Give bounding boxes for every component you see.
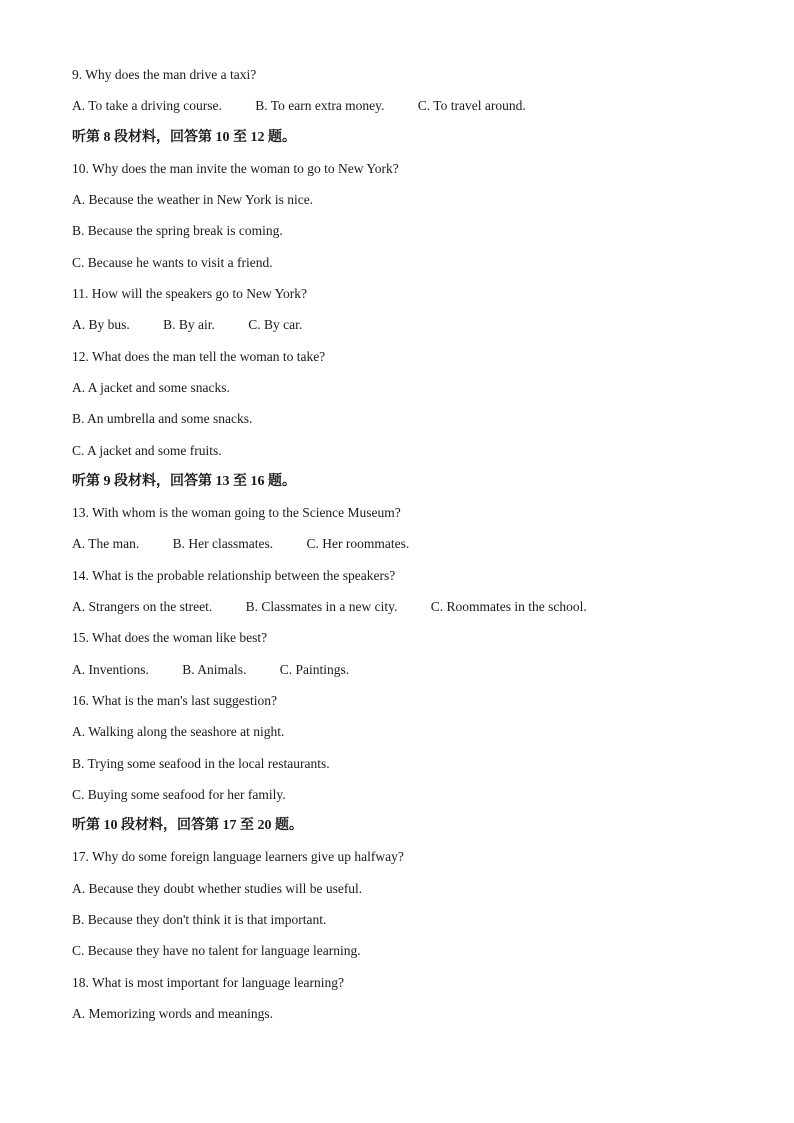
option-line: A. A jacket and some snacks. — [72, 379, 230, 395]
option-line: B. Trying some seafood in the local restaurants. — [72, 755, 330, 771]
option-line: B. Because they don't think it is that important. — [72, 912, 327, 928]
question-10: 10. Why does the man invite the woman to go to New York? — [72, 160, 399, 176]
option-c: C. By car. — [248, 317, 303, 333]
option-c: C. To travel around. — [417, 98, 526, 114]
option-b: B. Her classmates. — [172, 536, 274, 552]
option-b: B. Classmates in a new city. — [245, 599, 398, 615]
question-14: 14. What is the probable relationship between the speakers? — [72, 567, 396, 583]
option-b: B. To earn extra money. — [255, 98, 385, 114]
option-c: C. Her roommates. — [306, 536, 410, 552]
option-line: B. Because the spring break is coming. — [72, 223, 283, 239]
option-a: A. Inventions. — [72, 661, 149, 677]
options-15 — [72, 659, 752, 690]
question-9: 9. Why does the man drive a taxi? — [72, 67, 257, 82]
options-11 — [72, 314, 752, 345]
options-9 — [72, 95, 752, 126]
option-c: C. Paintings. — [279, 661, 350, 677]
option-line: C. Because they have no talent for language learning. — [72, 943, 361, 959]
question-13: 13. With whom is the woman going to the Science Museum? — [72, 505, 401, 521]
option-a: A. Strangers on the street. — [72, 599, 213, 615]
question-18: 18. What is most important for language learning? — [72, 974, 344, 990]
option-c: C. Roommates in the school. — [430, 599, 587, 615]
options-14 — [72, 596, 752, 627]
option-a: A. The man. — [72, 536, 140, 552]
question-17: 17. Why do some foreign language learners give up halfway? — [72, 849, 404, 865]
option-line: A. Walking along the seashore at night. — [72, 724, 285, 740]
option-a: A. To take a driving course. — [72, 98, 222, 114]
option-a: A. By bus. — [72, 317, 130, 333]
option-line: C. A jacket and some fruits. — [72, 442, 222, 458]
option-line: A. Memorizing words and meanings. — [72, 1005, 273, 1021]
section-heading-10: 听第 10 段材料，回答第 17 至 20 题。 — [72, 818, 303, 834]
document-page — [72, 64, 752, 1034]
option-line: C. Because he wants to visit a friend. — [72, 254, 273, 270]
section-heading-8: 听第 8 段材料，回答第 10 至 12 题。 — [72, 129, 296, 145]
option-line: A. Because they doubt whether studies will be useful. — [72, 880, 363, 896]
section-heading-9: 听第 9 段材料，回答第 13 至 16 题。 — [72, 473, 296, 489]
option-line: B. An umbrella and some snacks. — [72, 411, 253, 427]
option-b: B. By air. — [163, 317, 215, 333]
options-13 — [72, 533, 752, 564]
question-11: 11. How will the speakers go to New York? — [72, 286, 307, 302]
question-15: 15. What does the woman like best? — [72, 630, 268, 646]
option-line: C. Buying some seafood for her family. — [72, 786, 286, 802]
option-line: A. Because the weather in New York is nice. — [72, 192, 314, 208]
question-16: 16. What is the man's last suggestion? — [72, 692, 278, 708]
question-12: 12. What does the man tell the woman to take? — [72, 348, 326, 364]
option-b: B. Animals. — [182, 661, 247, 677]
